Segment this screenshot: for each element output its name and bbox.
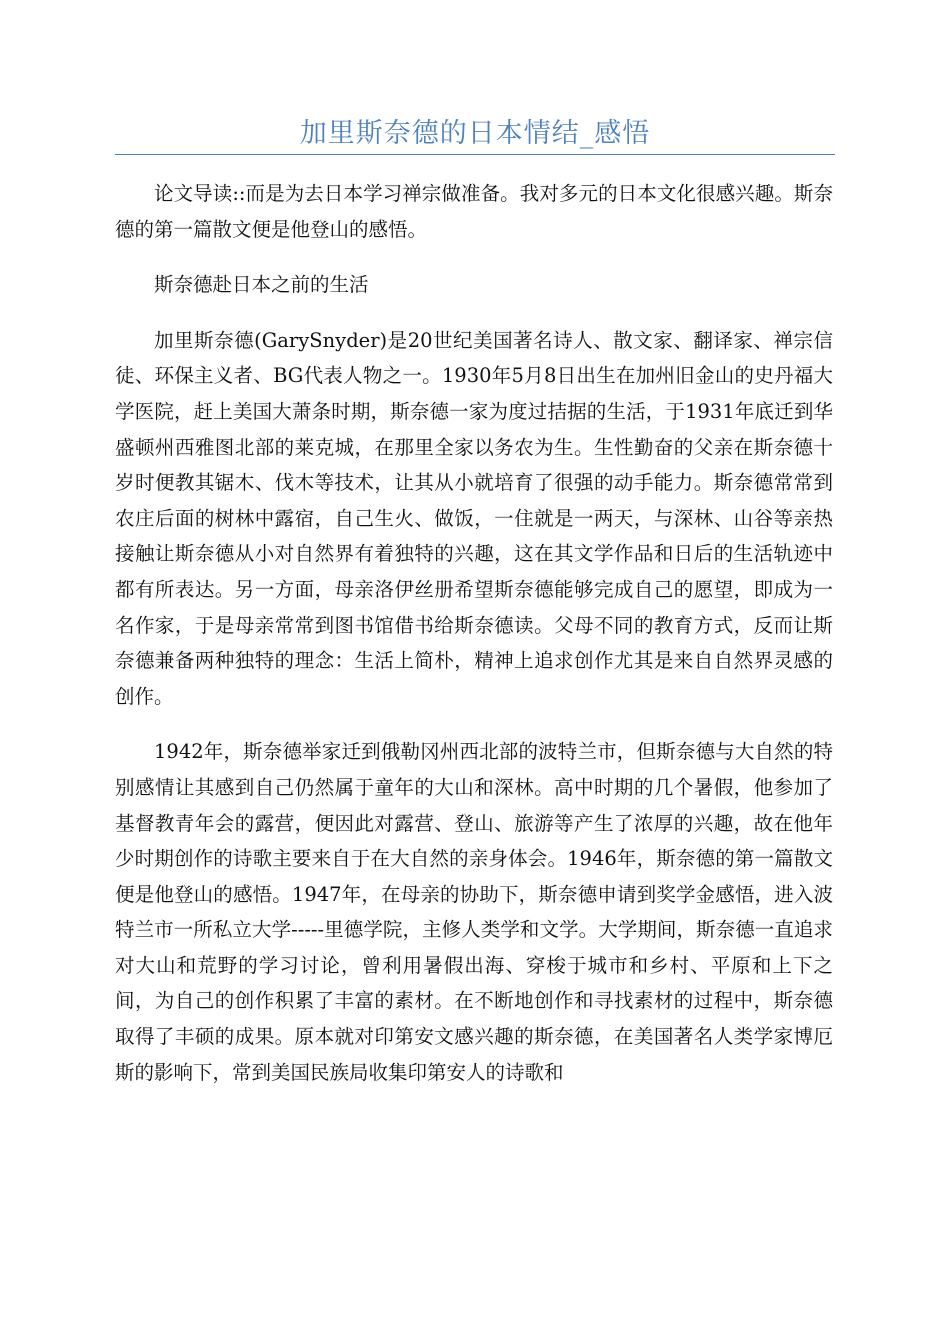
paragraph-education: 1942年，斯奈德举家迁到俄勒冈州西北部的波特兰市，但斯奈德与大自然的特别感情让其感到自己仍然属于童年的大山和深林。高中时期的几个暑假，他参加了基督教青年会的露营，便因此对露营、登山、旅游等产生了浓厚的兴趣，故在他年少时期创作的诗歌主要来自于在大自然的亲身体会。1946年，斯奈德的第一篇散文便是他登山的感悟。1947年，在母亲的协助下，斯奈德申请到奖学金感悟，进入波特兰市一所私立大学-----里德学院，主修人类学和文学。大学期间，斯奈德一直追求对大山和荒野的学习讨论，曾利用暑假出海、穿梭于城市和乡村、平原和上下之间，为自己的创作积累了丰富的素材。在不断地创作和寻找素材的过程中，斯奈德取得了丰硕的成果。原本就对印第安文感兴趣的斯奈德，在美国著名人类学家博厄斯的影响下，常到美国民族局收集印第安人的诗歌和 [115, 740, 833, 1084]
page-title: 加里斯奈德的日本情结_感悟 [299, 118, 651, 149]
title-underline-divider [115, 154, 835, 155]
document-body [115, 176, 833, 1110]
paragraph-biography: 加里斯奈德(GarySnyder)是20世纪美国著名诗人、散文家、翻译家、禅宗信徒、环保主义者、BG代表人物之一。1930年5月8日出生在加州旧金山的史丹福大学医院，赶上美国大萧条时期，斯奈德一家为度过拮据的生活，于1931年底迁到华盛顿州西雅图北部的莱克城，在那里全家以务农为生。生性勤奋的父亲在斯奈德十岁时便教其锯木、伐木等技术，让其从小就培育了很强的动手能力。斯奈德常常到农庄后面的树林中露宿，自己生火、做饭，一住就是一两天，与深林、山谷等亲热接触让斯奈德从小对自然界有着独特的兴趣，这在其文学作品和日后的生活轨迹中都有所表达。另一方面，母亲洛伊丝册希望斯奈德能够完成自己的愿望，即成为一名作家，于是母亲常常到图书馆借书给斯奈德读。父母不同的教育方式，反而让斯奈德兼备两种独特的理念：生活上简朴，精神上追求创作尤其是来自自然界灵感的创作。 [115, 328, 833, 708]
paragraph-intro: 论文导读::而是为去日本学习禅宗做准备。我对多元的日本文化很感兴趣。斯奈德的第一篇散文便是他登山的感悟。 [115, 182, 833, 241]
section-heading: 斯奈德赴日本之前的生活 [154, 273, 369, 297]
